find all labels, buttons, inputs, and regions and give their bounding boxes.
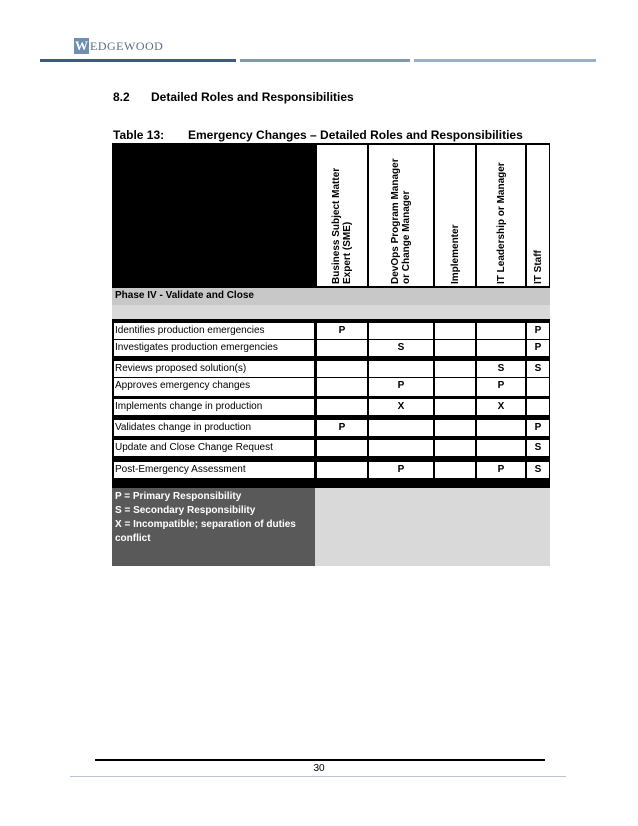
table-row — [112, 360, 550, 378]
role-cell — [317, 340, 367, 356]
table-caption — [113, 128, 523, 142]
legend-incompatible: X = Incompatible; separation of duties — [115, 519, 296, 530]
row-label: Validates change in production — [114, 420, 314, 436]
legend-primary: P = Primary Responsibility — [115, 491, 242, 502]
role-cell: P — [369, 462, 433, 478]
footer-rule — [95, 759, 545, 761]
column-header-line: DevOps Program Manager — [390, 158, 401, 284]
role-cell — [527, 378, 549, 396]
role-cell — [369, 420, 433, 436]
column-header-text — [331, 168, 353, 284]
role-cell — [369, 323, 433, 339]
role-cell: P — [527, 340, 549, 356]
role-cell — [317, 378, 367, 396]
column-header-line: or Change Manager — [401, 190, 412, 284]
page-number: 30 — [313, 763, 325, 774]
role-cell — [435, 440, 475, 456]
role-cell: P — [527, 323, 549, 339]
column-header-text — [533, 250, 544, 284]
column-header — [369, 145, 433, 286]
row-label: Reviews proposed solution(s) — [114, 361, 314, 377]
logo-initial: W — [75, 38, 88, 53]
section-title: Detailed Roles and Responsibilities — [151, 90, 354, 104]
column-header-line: Business Subject Matter — [331, 167, 342, 284]
table-row — [112, 398, 550, 416]
table-row — [112, 322, 550, 340]
table-row — [112, 377, 550, 397]
role-cell — [435, 378, 475, 396]
column-header-line: Expert (SME) — [342, 221, 353, 284]
column-header-line: Implementer — [450, 224, 461, 284]
phase-spacer — [112, 305, 550, 319]
role-cell: P — [369, 378, 433, 396]
row-label: Implements change in production — [114, 399, 314, 415]
table-caption-title: Emergency Changes – Detailed Roles and Responsibilities — [188, 128, 523, 142]
logo-text: EDGEWOOD — [90, 39, 164, 53]
header-bar — [240, 59, 410, 62]
column-header — [317, 145, 367, 286]
header-corner — [114, 145, 313, 286]
role-cell: P — [317, 323, 367, 339]
legend-conflict: conflict — [115, 533, 151, 544]
column-header-text — [496, 162, 507, 284]
role-cell: S — [527, 462, 549, 478]
column-header — [477, 145, 525, 286]
role-cell — [477, 420, 525, 436]
table-caption-label: Table 13: — [113, 128, 165, 142]
role-cell: S — [527, 361, 549, 377]
column-header-text — [390, 158, 412, 284]
row-label: Post-Emergency Assessment — [114, 462, 314, 478]
phase-row — [112, 288, 550, 305]
role-cell — [317, 462, 367, 478]
role-cell: P — [477, 378, 525, 396]
wedgewood-logo — [74, 38, 174, 54]
column-header — [527, 145, 549, 286]
role-cell — [317, 440, 367, 456]
row-label: Update and Close Change Request — [114, 440, 314, 456]
role-cell — [369, 440, 433, 456]
section-heading — [113, 90, 354, 104]
role-cell — [477, 340, 525, 356]
role-cell: X — [369, 399, 433, 415]
table-row — [112, 461, 550, 479]
role-cell — [317, 361, 367, 377]
role-cell — [477, 440, 525, 456]
footer-rule-light — [70, 776, 566, 777]
table-row — [112, 339, 550, 357]
role-cell — [435, 399, 475, 415]
role-cell — [435, 323, 475, 339]
role-cell: P — [527, 420, 549, 436]
phase-label: Phase IV - Validate and Close — [115, 290, 254, 301]
role-cell — [435, 462, 475, 478]
role-cell: S — [527, 440, 549, 456]
table-row — [112, 439, 550, 457]
header-bar — [414, 59, 596, 62]
column-header-text — [450, 225, 461, 284]
role-cell — [369, 361, 433, 377]
section-number: 8.2 — [113, 90, 130, 104]
role-cell — [435, 340, 475, 356]
role-cell: X — [477, 399, 525, 415]
role-cell: S — [369, 340, 433, 356]
legend-secondary: S = Secondary Responsibility — [115, 505, 256, 516]
header-bar — [40, 59, 236, 62]
roles-table — [112, 143, 550, 566]
table-row — [112, 419, 550, 437]
column-header-line: IT Leadership or Manager — [496, 162, 507, 284]
row-label: Investigates production emergencies — [114, 340, 314, 356]
role-cell: P — [317, 420, 367, 436]
role-cell: P — [477, 462, 525, 478]
role-cell — [477, 323, 525, 339]
legend — [112, 488, 315, 566]
role-cell: S — [477, 361, 525, 377]
role-cell — [317, 399, 367, 415]
row-label: Identifies production emergencies — [114, 323, 314, 339]
legend-spacer — [315, 488, 550, 566]
column-header — [435, 145, 475, 286]
role-cell — [435, 361, 475, 377]
row-label: Approves emergency changes — [114, 378, 314, 396]
column-header-line: IT Staff — [533, 250, 544, 284]
role-cell — [527, 399, 549, 415]
role-cell — [435, 420, 475, 436]
